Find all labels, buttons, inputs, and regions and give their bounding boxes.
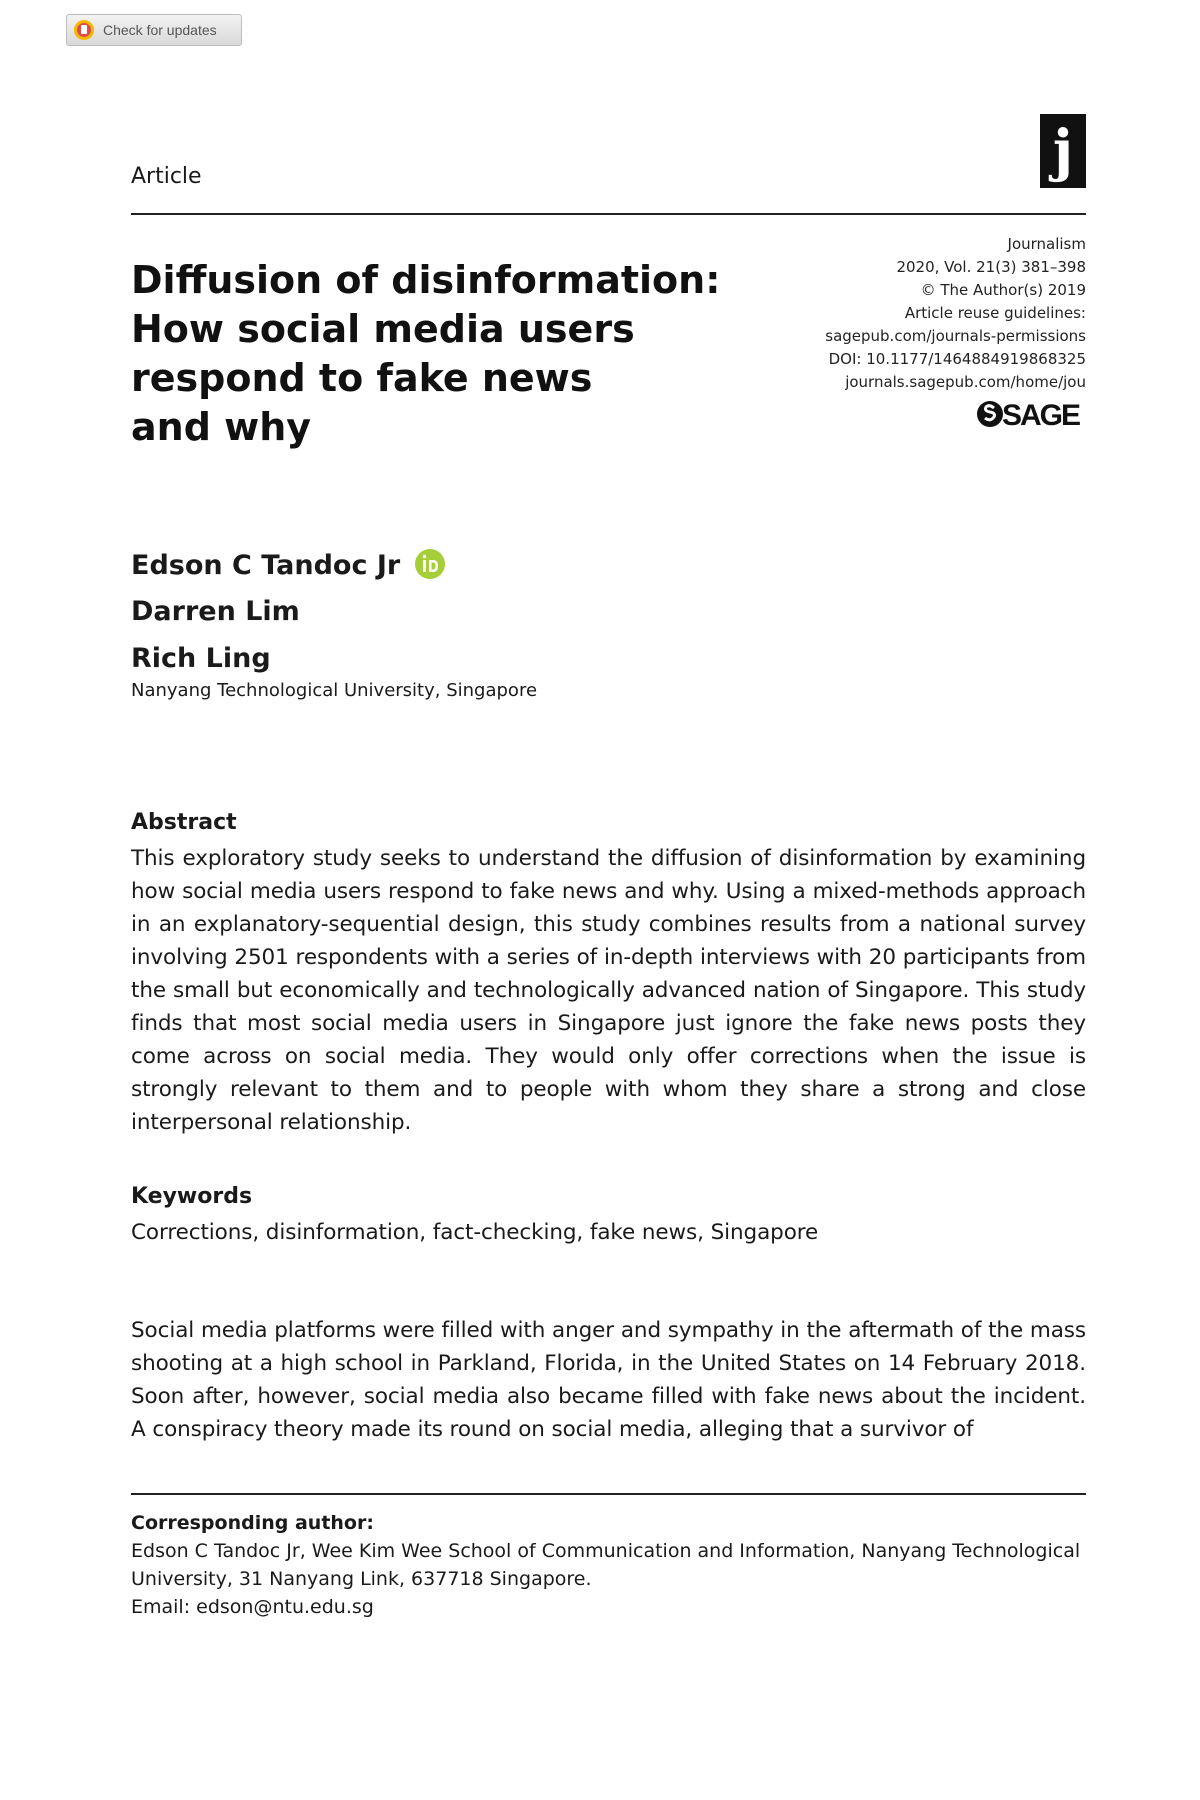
sage-logo xyxy=(976,398,1086,430)
corresponding-author-details xyxy=(131,1537,1086,1621)
author-affiliation: Nanyang Technological University, Singapore xyxy=(131,680,538,701)
doi-link[interactable]: DOI: 10.1177/1464884919868325 xyxy=(828,350,1086,368)
article-type-label: Article xyxy=(131,164,202,189)
author-name[interactable]: Darren Lim xyxy=(131,596,300,627)
copyright-notice: © The Author(s) 2019 xyxy=(920,281,1086,299)
corresponding-author-heading: Corresponding author: xyxy=(131,1512,374,1534)
reuse-guidelines: Article reuse guidelines: xyxy=(904,304,1086,322)
orcid-icon[interactable] xyxy=(414,548,446,580)
publisher-name: SAGE xyxy=(1002,399,1080,430)
journal-volume: 2020, Vol. 21(3) 381–398 xyxy=(896,258,1086,276)
article-title xyxy=(131,256,731,452)
author-name[interactable]: Rich Ling xyxy=(131,643,271,674)
check-updates-icon xyxy=(73,19,95,41)
journal-logo: j xyxy=(1040,114,1086,188)
footnote-divider xyxy=(131,1493,1086,1495)
check-for-updates-button[interactable] xyxy=(66,14,242,46)
keywords-heading: Keywords xyxy=(131,1184,253,1209)
corresponding-email[interactable]: Email: edson@ntu.edu.sg xyxy=(131,1596,374,1618)
permissions-link[interactable]: sagepub.com/journals-permissions xyxy=(825,327,1086,345)
abstract-heading: Abstract xyxy=(131,810,237,835)
title-line: Diffusion of disinformation: xyxy=(131,258,721,302)
title-line: and why xyxy=(131,405,312,449)
keywords-text: Corrections, disinformation, fact-checking, fake news, Singapore xyxy=(131,1220,819,1245)
title-line: respond to fake news xyxy=(131,356,593,400)
body-paragraph: Social media platforms were filled with anger and sympathy in the aftermath of the mass shooting at a high school in Parkland, Florida, in the United States on 14 February 2018. Soon after, however, social media also became filled with fake news about the incident. A conspiracy theory made its round on social media, alleging that a survivor of xyxy=(131,1318,1086,1442)
header-divider xyxy=(131,213,1086,215)
check-for-updates-label: Check for updates xyxy=(103,22,217,38)
title-line: How social media users xyxy=(131,307,635,351)
journal-name: Journalism xyxy=(1007,235,1086,253)
corresponding-address-line: University, 31 Nanyang Link, 637718 Singapore. xyxy=(131,1568,592,1590)
abstract-text: This exploratory study seeks to understand the diffusion of disinformation by examining how social media users respond to fake news and why. Using a mixed-methods approach in an explanatory-sequential design, this study combines results from a national survey involving 2501 respondents with a series of in-depth interviews with 20 participants from the small but economically and technologically advanced nation of Singapore. This study finds that most social media users in Singapore just ignore the fake news posts they come across on social media. They would only offer corrections when the issue is strongly relevant to them and to people with whom they share a strong and close interpersonal relationship. xyxy=(131,846,1086,1135)
corresponding-address-line: Edson C Tandoc Jr, Wee Kim Wee School of Communication and Information, Nanyang Technological xyxy=(131,1540,1081,1562)
journal-metadata xyxy=(825,233,1086,394)
journal-home-link[interactable]: journals.sagepub.com/home/jou xyxy=(845,373,1086,391)
author-name[interactable]: Edson C Tandoc Jr xyxy=(131,550,401,581)
